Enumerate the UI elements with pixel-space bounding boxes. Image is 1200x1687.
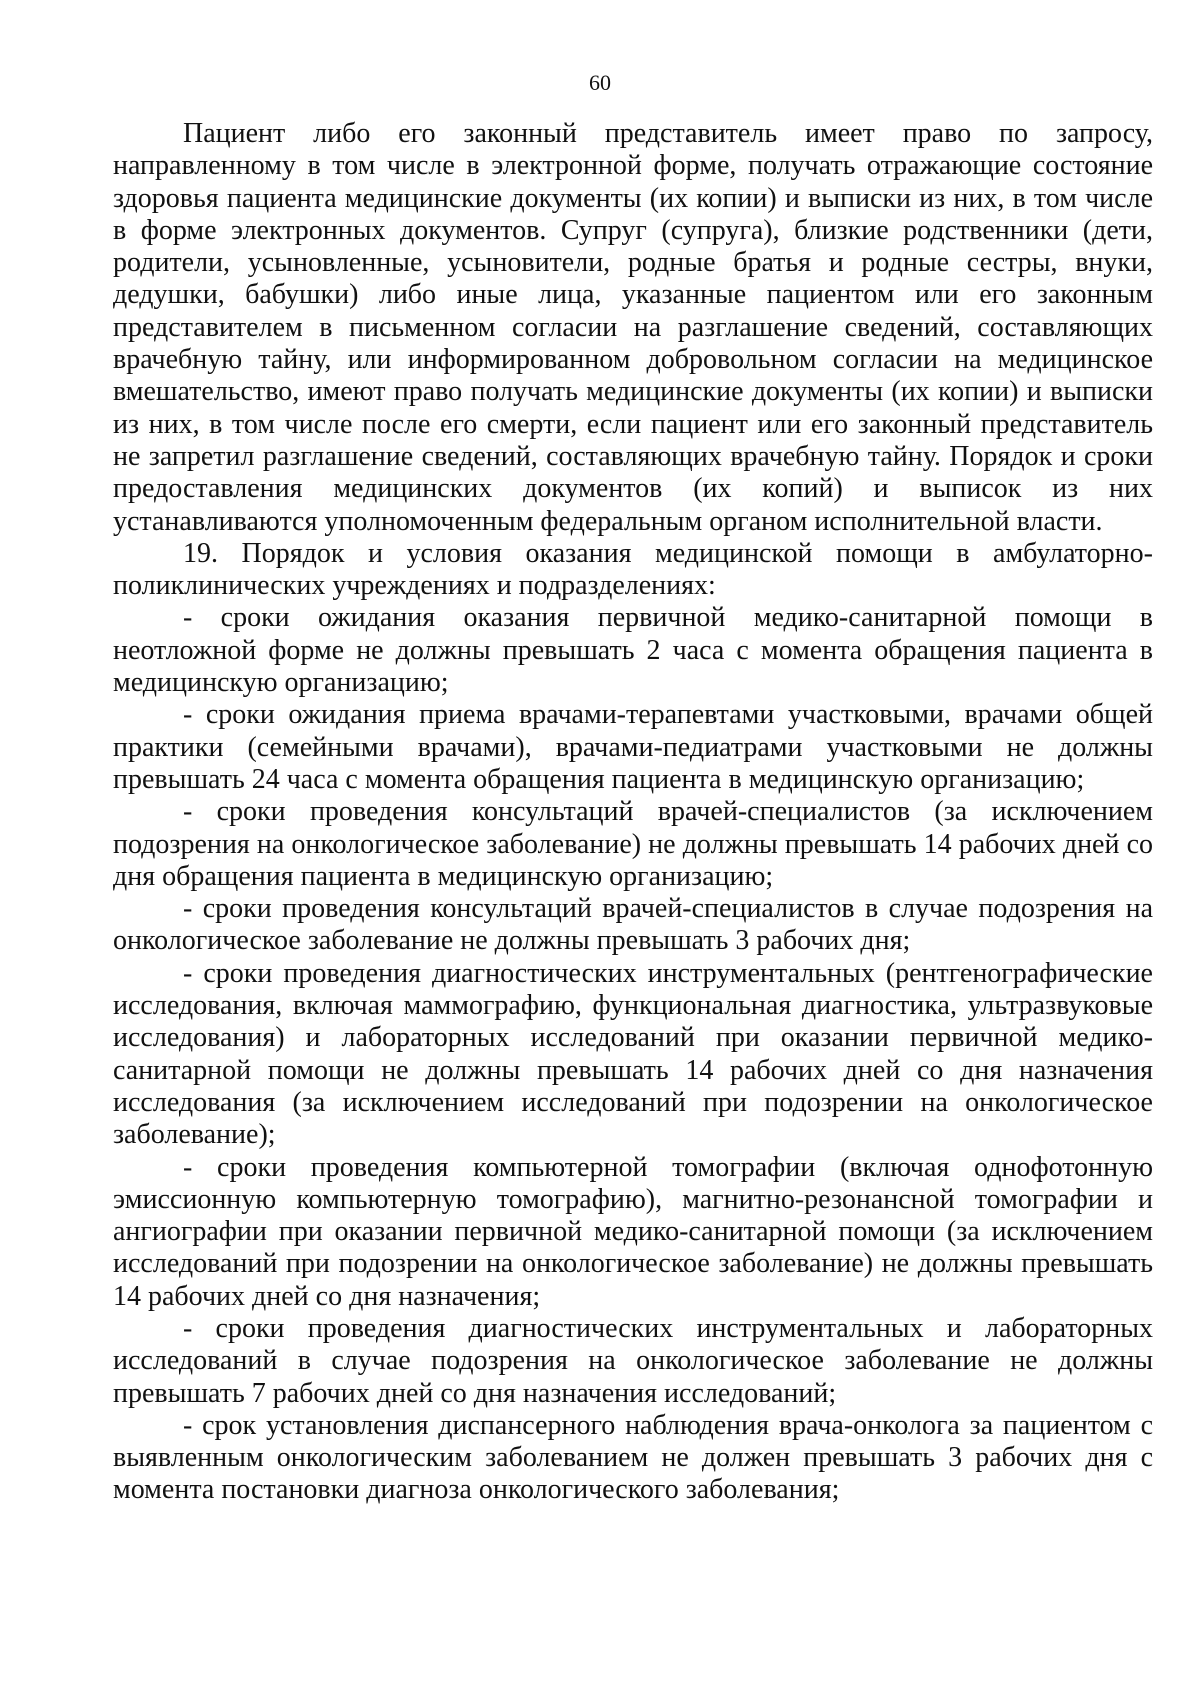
- paragraph-tomography: - сроки проведения компьютерной томографии (включая однофотонную эмиссионную компьютерную томографию), магнитно-резонансной томографии и ангиографии при оказании первичной медико-санитарной помощи (за исключением исследований при подозрении на онкологическое заболевание) не должны превышать 14 рабочих дней со дня назначения;: [113, 1151, 1153, 1312]
- paragraph-diagnostic-studies: - сроки проведения диагностических инструментальных (рентгенографические исследования, включая маммографию, функциональная диагностика, ультразвуковые исследования) и лабораторных исследований при оказании первичной медико-санитарной помощи не должны превышать 14 рабочих дней со дня назначения исследования (за исключением исследований при подозрении на онкологическое заболевание);: [113, 957, 1153, 1151]
- paragraph-section-19-heading: 19. Порядок и условия оказания медицинской помощи в амбулаторно-поликлинических учреждениях и подразделениях:: [113, 537, 1153, 602]
- document-body: [113, 118, 1153, 1507]
- paragraph-specialist-consultation: - сроки проведения консультаций врачей-специалистов (за исключением подозрения на онкологическое заболевание) не должны превышать 14 рабочих дней со дня обращения пациента в медицинскую организацию;: [113, 796, 1153, 892]
- page-number: 60: [589, 70, 611, 95]
- paragraph-therapist-wait: - сроки ожидания приема врачами-терапевтами участковыми, врачами общей практики (семейными врачами), врачами-педиатрами участковыми не должны превышать 24 часа с момента обращения пациента в медицинскую организацию;: [113, 699, 1153, 795]
- paragraph-patient-rights: Пациент либо его законный представитель имеет право по запросу, направленному в том числе в электронной форме, получать отражающие состояние здоровья пациента медицинские документы (их копии) и выписки из них, в том числе в форме электронных документов. Супруг (супруга), близкие родственники (дети, родители, усыновленные, усыновители, родные братья и родные сестры, внуки, дедушки, бабушки) либо иные лица, указанные пациентом или его законным представителем в письменном согласии на разглашение сведений, составляющих врачебную тайну, или информированном добровольном согласии на медицинское вмешательство, имеют право получать медицинские документы (их копии) и выписки из них, в том числе после его смерти, если пациент или его законный представитель не запретил разглашение сведений, составляющих врачебную тайну. Порядок и сроки предоставления медицинских документов (их копий) и выписок из них устанавливаются уполномоченным федеральным органом исполнительной власти.: [113, 118, 1153, 537]
- paragraph-oncology-diagnostics: - сроки проведения диагностических инструментальных и лабораторных исследований в случае подозрения на онкологическое заболевание не должны превышать 7 рабочих дней со дня назначения исследований;: [113, 1312, 1153, 1409]
- paragraph-oncologist-observation: - срок установления диспансерного наблюдения врача-онколога за пациентом с выявленным онкологическим заболеванием не должен превышать 3 рабочих дня с момента постановки диагноза онкологического заболевания;: [113, 1409, 1153, 1506]
- paragraph-oncology-consultation: - сроки проведения консультаций врачей-специалистов в случае подозрения на онкологическое заболевание не должны превышать 3 рабочих дня;: [113, 893, 1153, 957]
- paragraph-urgent-care-wait: - сроки ожидания оказания первичной медико-санитарной помощи в неотложной форме не должны превышать 2 часа с момента обращения пациента в медицинскую организацию;: [113, 602, 1153, 699]
